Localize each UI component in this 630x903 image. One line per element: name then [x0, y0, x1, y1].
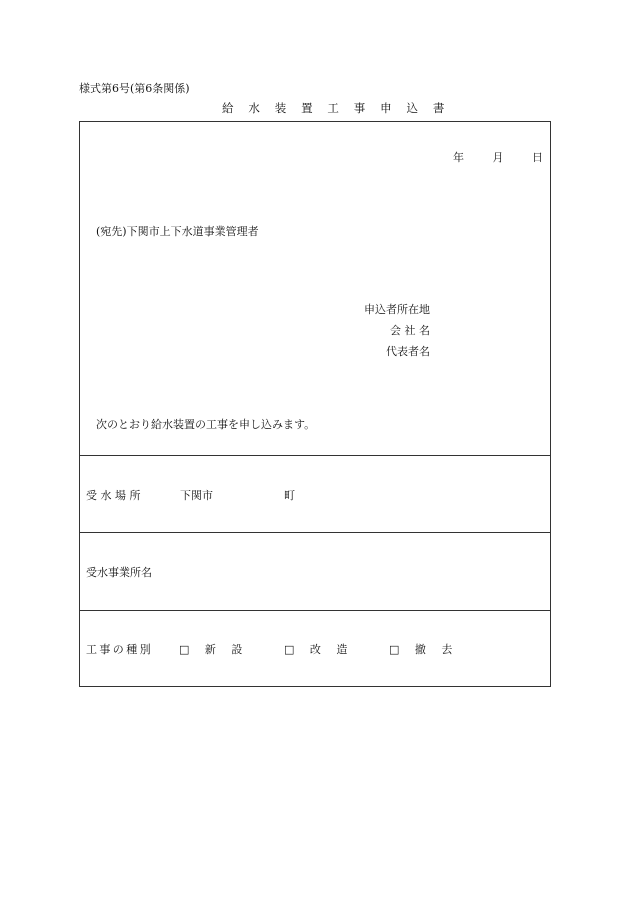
location-city-text: 下関市: [180, 489, 213, 502]
year-label: 年: [453, 151, 464, 164]
representative-field[interactable]: [436, 341, 540, 359]
month-label: 月: [492, 151, 504, 164]
representative-label: 代表者名: [386, 345, 430, 358]
date-month-field[interactable]: [493, 149, 529, 165]
date-day-field[interactable]: [532, 149, 544, 165]
section-divider: [80, 532, 550, 533]
location-town-field[interactable]: [220, 484, 282, 502]
office-name-field[interactable]: [160, 561, 530, 579]
work-type-label: 工事の種別: [86, 643, 153, 656]
water-location-label: 受 水 場 所: [86, 489, 141, 502]
work-type-option-modify[interactable]: [284, 641, 353, 657]
addressee-text: (宛先)下関市上下水道事業管理者: [96, 225, 259, 238]
application-statement: 次のとおり給水装置の工事を申し込みます。: [96, 418, 316, 431]
applicant-address-label: 申込者所在地: [364, 303, 430, 316]
company-name-field[interactable]: [436, 320, 540, 338]
work-type-option-remove[interactable]: [389, 641, 458, 657]
section-divider: [80, 610, 550, 611]
company-name-label: 会 社 名: [390, 324, 430, 337]
location-town-suffix: 町: [284, 489, 295, 502]
checkbox-icon: □: [179, 643, 190, 656]
document-title: 給 水 装 置 工 事 申 込 書: [222, 101, 450, 115]
application-form-frame: [79, 121, 551, 687]
form-number-label: 様式第6号(第6条関係): [79, 82, 190, 95]
checkbox-icon: □: [284, 643, 295, 656]
day-label: 日: [532, 151, 543, 164]
applicant-block: [350, 299, 430, 362]
office-name-label: 受水事業所名: [86, 566, 152, 579]
checkbox-icon: □: [389, 643, 400, 656]
option-label: 新 設: [204, 643, 249, 656]
option-label: 撤 去: [414, 643, 459, 656]
date-line: [453, 149, 544, 165]
work-type-option-new[interactable]: [179, 641, 248, 657]
applicant-address-field[interactable]: [436, 299, 540, 317]
option-label: 改 造: [309, 643, 354, 656]
date-year-field[interactable]: [453, 149, 489, 165]
section-divider: [80, 455, 550, 456]
